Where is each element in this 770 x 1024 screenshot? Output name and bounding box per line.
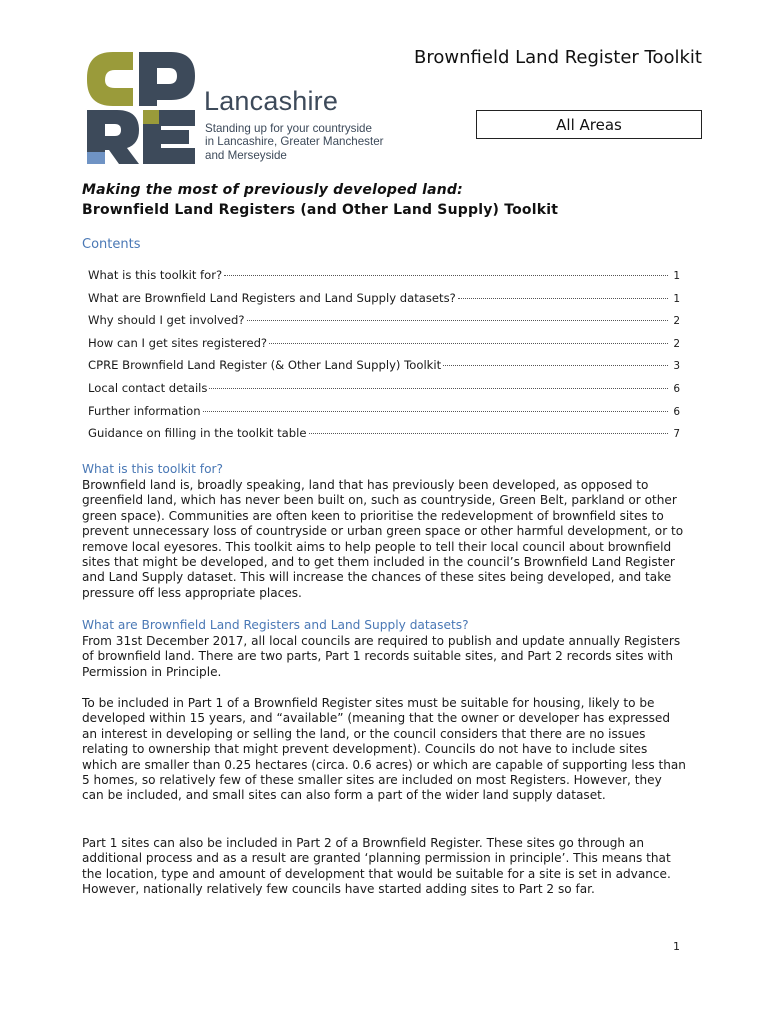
logo-tagline-line-1: Standing up for your countryside — [205, 122, 372, 135]
toc-leader — [269, 342, 668, 344]
toc-leader — [458, 297, 668, 299]
main-heading-line-2: Brownfield Land Registers (and Other Land Supply) Toolkit — [82, 202, 559, 218]
toc-item-label: Guidance on filling in the toolkit table — [88, 426, 307, 441]
toc-item-page: 6 — [673, 405, 680, 418]
page-number: 1 — [673, 940, 680, 953]
toc-leader — [203, 410, 668, 412]
section-paragraph-registers-2: To be included in Part 1 of a Brownfield Register sites must be suitable for housing, likely to be developed within 15 years, and “available” (meaning that the owner or developer has expressed an interest in developing or selling the land, or the council considers that there are no issues relating to ownership that might prevent development). Councils do not have to include sites which are smaller than 0.25 hectares (circa. 0.6 acres) or which are capable of supporting less than 5 homes, so relatively few of these smaller sites are included on most Registers. However, they can be included, and small sites can also form a part of the wider land supply dataset. — [82, 696, 686, 803]
logo-tagline — [205, 122, 415, 162]
logo-tagline-line-2: in Lancashire, Greater Manchester — [205, 135, 384, 149]
toc-item-page: 1 — [673, 270, 680, 282]
toc-item-label: What is this toolkit for? — [88, 268, 223, 282]
section-heading-registers: What are Brownfield Land Registers and Land Supply datasets? — [82, 618, 469, 632]
areas-box — [476, 110, 702, 139]
logo-region-name: Lancashire — [204, 86, 339, 116]
toc-item-page: 2 — [673, 337, 680, 350]
toc-item-label: CPRE Brownfield Land Register (& Other Land Supply) Toolkit — [88, 358, 442, 373]
toc-item[interactable] — [88, 404, 680, 427]
areas-label: All Areas — [556, 115, 622, 134]
toc-leader — [309, 432, 669, 434]
toc-item-label: Further information — [88, 403, 201, 418]
toc-item-label: Local contact details — [88, 380, 208, 395]
toc-item[interactable] — [88, 381, 680, 404]
toc-item[interactable] — [88, 268, 680, 291]
logo-tagline-line-3: and Merseyside — [205, 148, 287, 162]
toc-leader — [443, 364, 668, 366]
toc-item-page: 2 — [673, 315, 680, 328]
main-heading-line-1: Making the most of previously developed land: — [82, 182, 463, 198]
toc-item-page: 1 — [673, 292, 680, 305]
section-heading-toolkit-purpose: What is this toolkit for? — [82, 462, 224, 476]
toc-item[interactable] — [88, 336, 680, 359]
toc-item-label: Why should I get involved? — [88, 313, 245, 328]
main-heading — [82, 180, 702, 220]
toc-item-page: 7 — [673, 428, 680, 441]
toc-item-page: 3 — [673, 360, 680, 373]
toc-item[interactable] — [88, 313, 680, 336]
toc-item-label: What are Brownfield Land Registers and Land Supply datasets? — [88, 290, 456, 305]
toc-leader — [209, 387, 668, 389]
toc-leader — [247, 319, 668, 321]
toc-item[interactable] — [88, 358, 680, 381]
document-title: Brownfield Land Register Toolkit — [414, 47, 702, 68]
table-of-contents — [88, 268, 680, 449]
section-paragraph-registers-1: From 31st December 2017, all local councils are required to publish and update annually Registers of brownfield land. There are two parts, Part 1 records suitable sites, and Part 2 records sites with Permission in Principle. — [82, 634, 681, 679]
toc-item[interactable] — [88, 426, 680, 449]
cpre-logo-mark — [83, 48, 203, 168]
toc-item-page: 6 — [673, 382, 680, 395]
contents-title: Contents — [82, 237, 141, 252]
toc-item-label: How can I get sites registered? — [88, 335, 268, 350]
toc-leader — [224, 274, 668, 276]
section-paragraph-registers-3: Part 1 sites can also be included in Part 2 of a Brownfield Register. These sites go through an additional process and as a result are granted ‘planning permission in principle’. This means that the location, type and amount of development that would be suitable for a site is set in advance. However, nationally relatively few councils have started adding sites to Part 2 so far. — [82, 836, 671, 897]
toc-item[interactable] — [88, 291, 680, 314]
section-body-toolkit-purpose: Brownfield land is, broadly speaking, land that has previously been developed, as opposed to greenfield land, which has never been built on, such as countryside, Green Belt, parkland or other green space). Communities are often keen to prioritise the redevelopment of brownfield sites to prevent unnecessary loss of countryside or urban green space or other harmful development, or to remove local eyesores. This toolkit aims to help people to tell their local council about brownfield sites that might be developed, and to get them included in the council’s Brownfield Land Register and Land Supply dataset. This will increase the chances of these sites being developed, and take pressure off less appropriate places. — [82, 478, 684, 600]
